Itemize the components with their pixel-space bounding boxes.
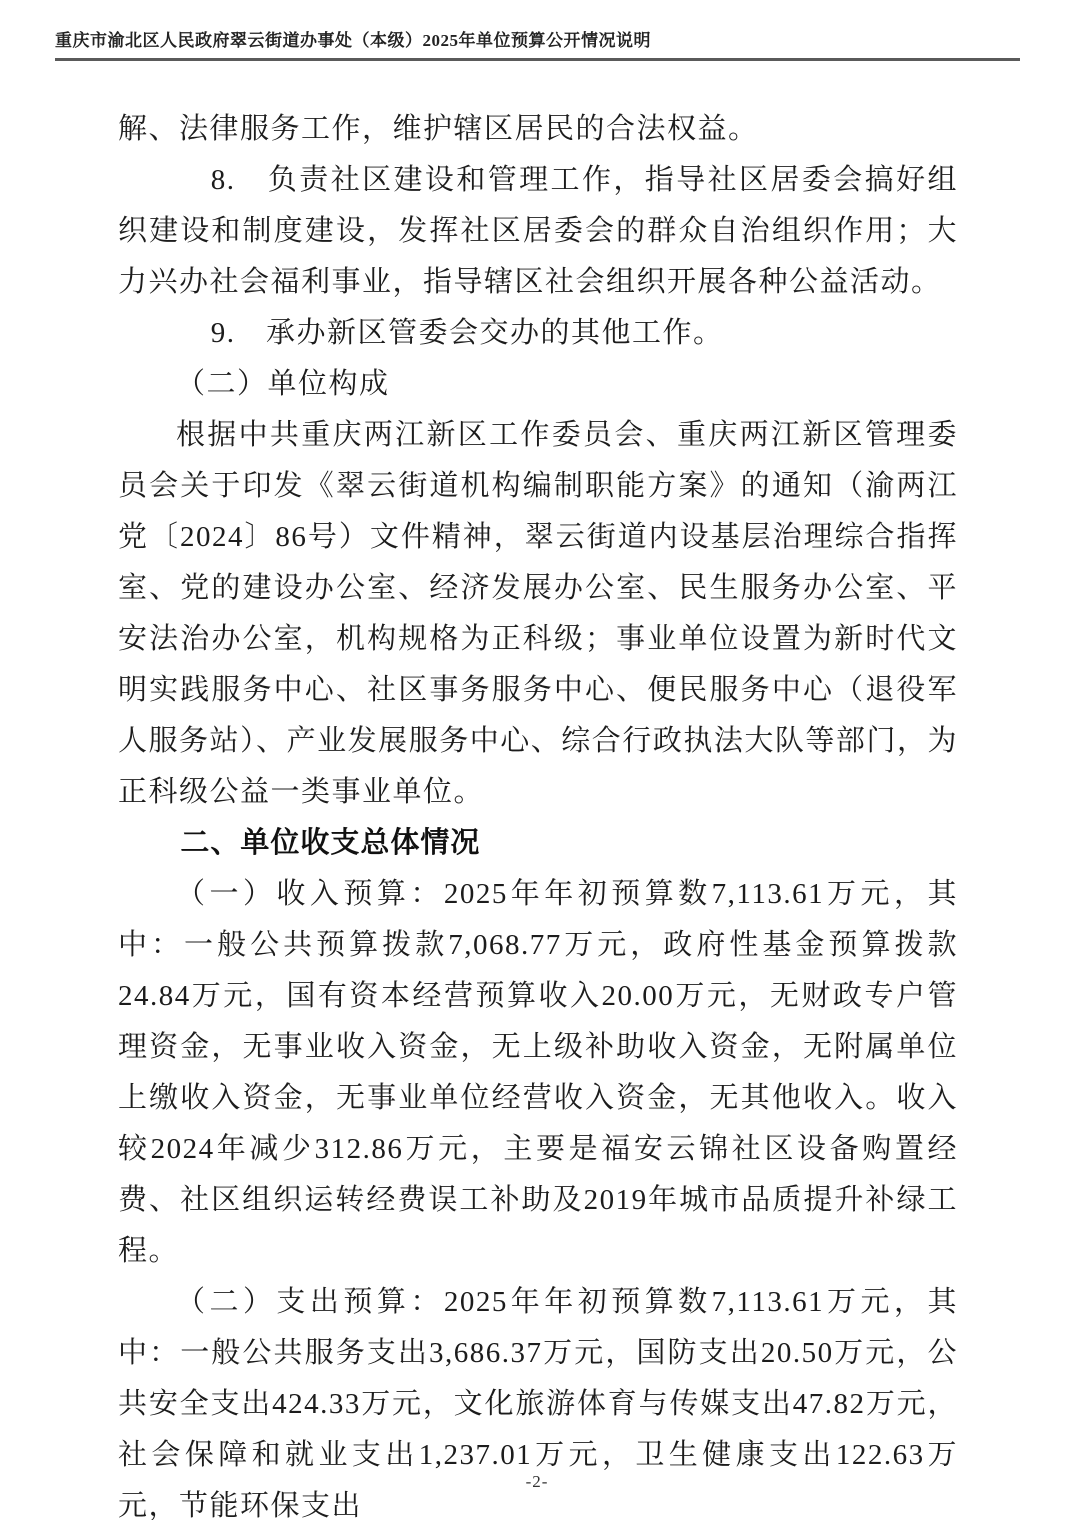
paragraph-unit-composition-body: 根据中共重庆两江新区工作委员会、重庆两江新区管理委员会关于印发《翠云街道机构编制职能方案》的通知（渝两江党〔2024〕86号）文件精神，翠云街道内设基层治理综合指挥室、党的建设办公室、经济发展办公室、民生服务办公室、平安法治办公室，机构规格为正科级；事业单位设置为新时代文明实践服务中心、社区事务服务中心、便民服务中心（退役军人服务站）、产业发展服务中心、综合行政执法大队等部门，为正科级公益一类事业单位。 (118, 419, 958, 808)
page-number: -2- (525, 1472, 549, 1491)
paragraph-expenditure-budget: （二）支出预算：2025年年初预算数7,113.61万元，其中：一般公共服务支出3,686.37万元，国防支出20.50万元，公共安全支出424.33万元，文化旅游体育与传媒支出47.82万元，社会保障和就业支出1,237.01万元，卫生健康支出122.63万元，节能环保支出 (118, 1286, 958, 1520)
document-body (118, 104, 958, 1520)
section-heading-revenue-expenditure: 二、单位收支总体情况 (180, 827, 481, 859)
header-title: 重庆市渝北区人民政府翠云街道办事处（本级）2025年单位预算公开情况说明 (55, 31, 651, 50)
paragraph-item-8: 8. 负责社区建设和管理工作，指导社区居委会搞好组织建设和制度建设，发挥社区居委会的群众自治组织作用；大力兴办社会福利事业，指导辖区社会组织开展各种公益活动。 (118, 164, 958, 298)
paragraph-item-9: 9. 承办新区管委会交办的其他工作。 (210, 317, 724, 349)
page-footer (0, 1472, 1074, 1492)
page-header (55, 26, 1020, 61)
paragraph-continuation: 解、法律服务工作，维护辖区居民的合法权益。 (118, 113, 759, 145)
paragraph-income-budget: （一）收入预算：2025年年初预算数7,113.61万元，其中：一般公共预算拨款7,068.77万元，政府性基金预算拨款24.84万元，国有资本经营预算收入20.00万元，无财政专户管理资金，无事业收入资金，无上级补助收入资金，无附属单位上缴收入资金，无事业单位经营收入资金，无其他收入。收入较2024年减少312.86万元，主要是福安云锦社区设备购置经费、社区组织运转经费误工补助及2019年城市品质提升补绿工程。 (118, 878, 958, 1267)
subheading-unit-composition: （二）单位构成 (176, 368, 390, 400)
